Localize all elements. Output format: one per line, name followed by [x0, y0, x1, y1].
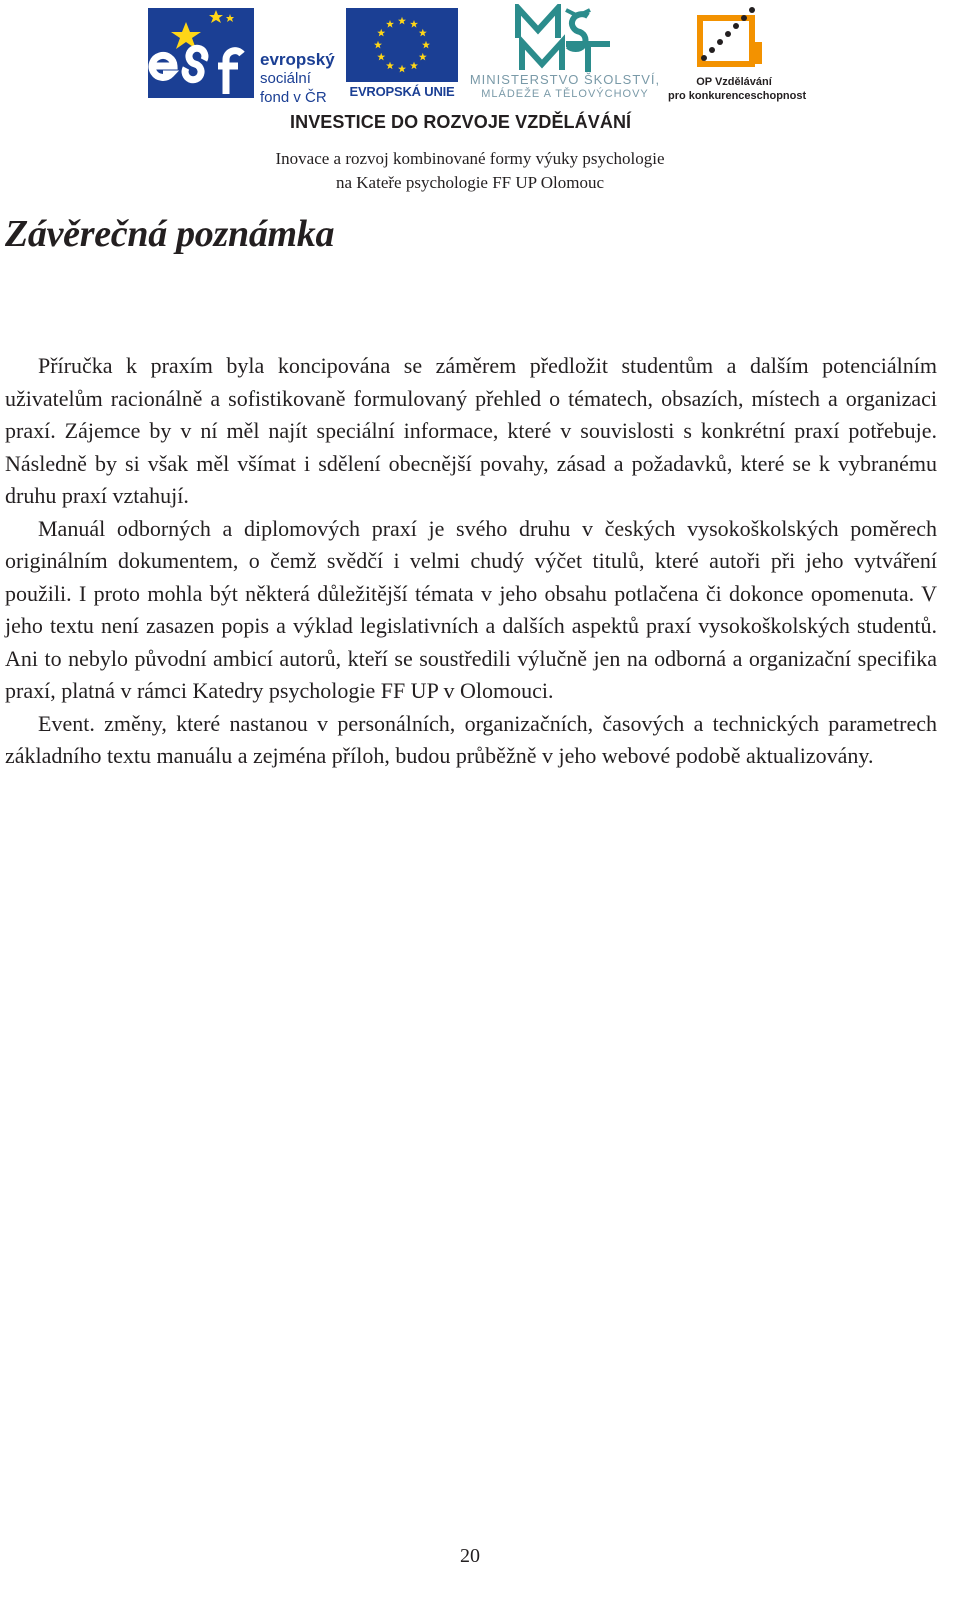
body-text — [5, 350, 937, 773]
op-line-1: OP Vzdělávání — [696, 76, 772, 88]
esf-wordmark — [260, 50, 335, 107]
esf-logo-mark — [148, 8, 254, 98]
investice-heading: INVESTICE DO ROZVOJE VZDĚLÁVÁNÍ — [290, 112, 632, 132]
logo-band — [0, 0, 960, 120]
page-number: 20 — [460, 1545, 480, 1567]
op-line-2: pro konkurenceschopnost — [668, 90, 807, 102]
msmt-logo — [468, 4, 662, 100]
op-logo — [668, 4, 807, 102]
paragraph-2: Manuál odborných a diplomových praxí je svého druhu v českých vysokoškolských poměrech originálním dokumentem, o čemž svědčí i velmi chudý výčet titulů, které autoři při jeho vytváření použili. I proto mohla být některá důležitější témata v jeho obsahu potlačena či dokonce opomenuta. V jeho textu není zasazen popis a výklad legislativních a dalších aspektů praxí vysokoškolských studentů. Ani to nebylo původní ambicí autorů, kteří se soustředili výlučně jen na odborná a organizační specifika praxí, platná v rámci Katedry psychologie FF UP v Olomouci. — [5, 515, 937, 703]
msmt-line-2: MLÁDEŽE A TĚLOVÝCHOVY — [481, 88, 649, 100]
esf-line-1: evropský — [260, 50, 335, 69]
project-line-1: Inovace a rozvoj kombinované formy výuky psychologie — [275, 149, 665, 168]
eu-caption: EVROPSKÁ UNIE — [349, 84, 455, 99]
esf-line-3: fond v ČR — [260, 89, 327, 106]
project-line-2: na Kateře psychologie FF UP Olomouc — [335, 173, 605, 192]
msmt-line-1: MINISTERSTVO ŠKOLSTVÍ, — [469, 72, 661, 87]
eu-flag-icon — [346, 8, 458, 82]
eu-logo — [346, 8, 458, 100]
paragraph-1: Příručka k praxím byla koncipována se záměrem předložit studentům a dalším potenciálním uživatelům racionálně a sofistikovaně formulovaný přehled o tématech, obsazích, místech a organizaci praxí. Zájemce by v ní měl najít speciální informace, které v souvislosti s konkrétní praxí potřebuje. Následně by si však měl všímat i sdělení obecnější povahy, zásad a požadavků, které se k vybranému druhu praxí vztahují. — [5, 353, 937, 508]
esf-logo — [148, 8, 338, 106]
page-title: Závěrečná poznámka — [5, 213, 335, 255]
op-logo-mark — [694, 4, 766, 72]
msmt-logo-mark — [512, 4, 612, 74]
esf-line-2: sociální — [260, 70, 311, 87]
project-subtitle — [200, 147, 740, 195]
paragraph-3: Event. změny, které nastanou v personálních, organizačních, časových a technických parametrech základního textu manuálu a zejména příloh, budou průběžně v jeho webové podobě aktualizovány. — [5, 710, 937, 768]
